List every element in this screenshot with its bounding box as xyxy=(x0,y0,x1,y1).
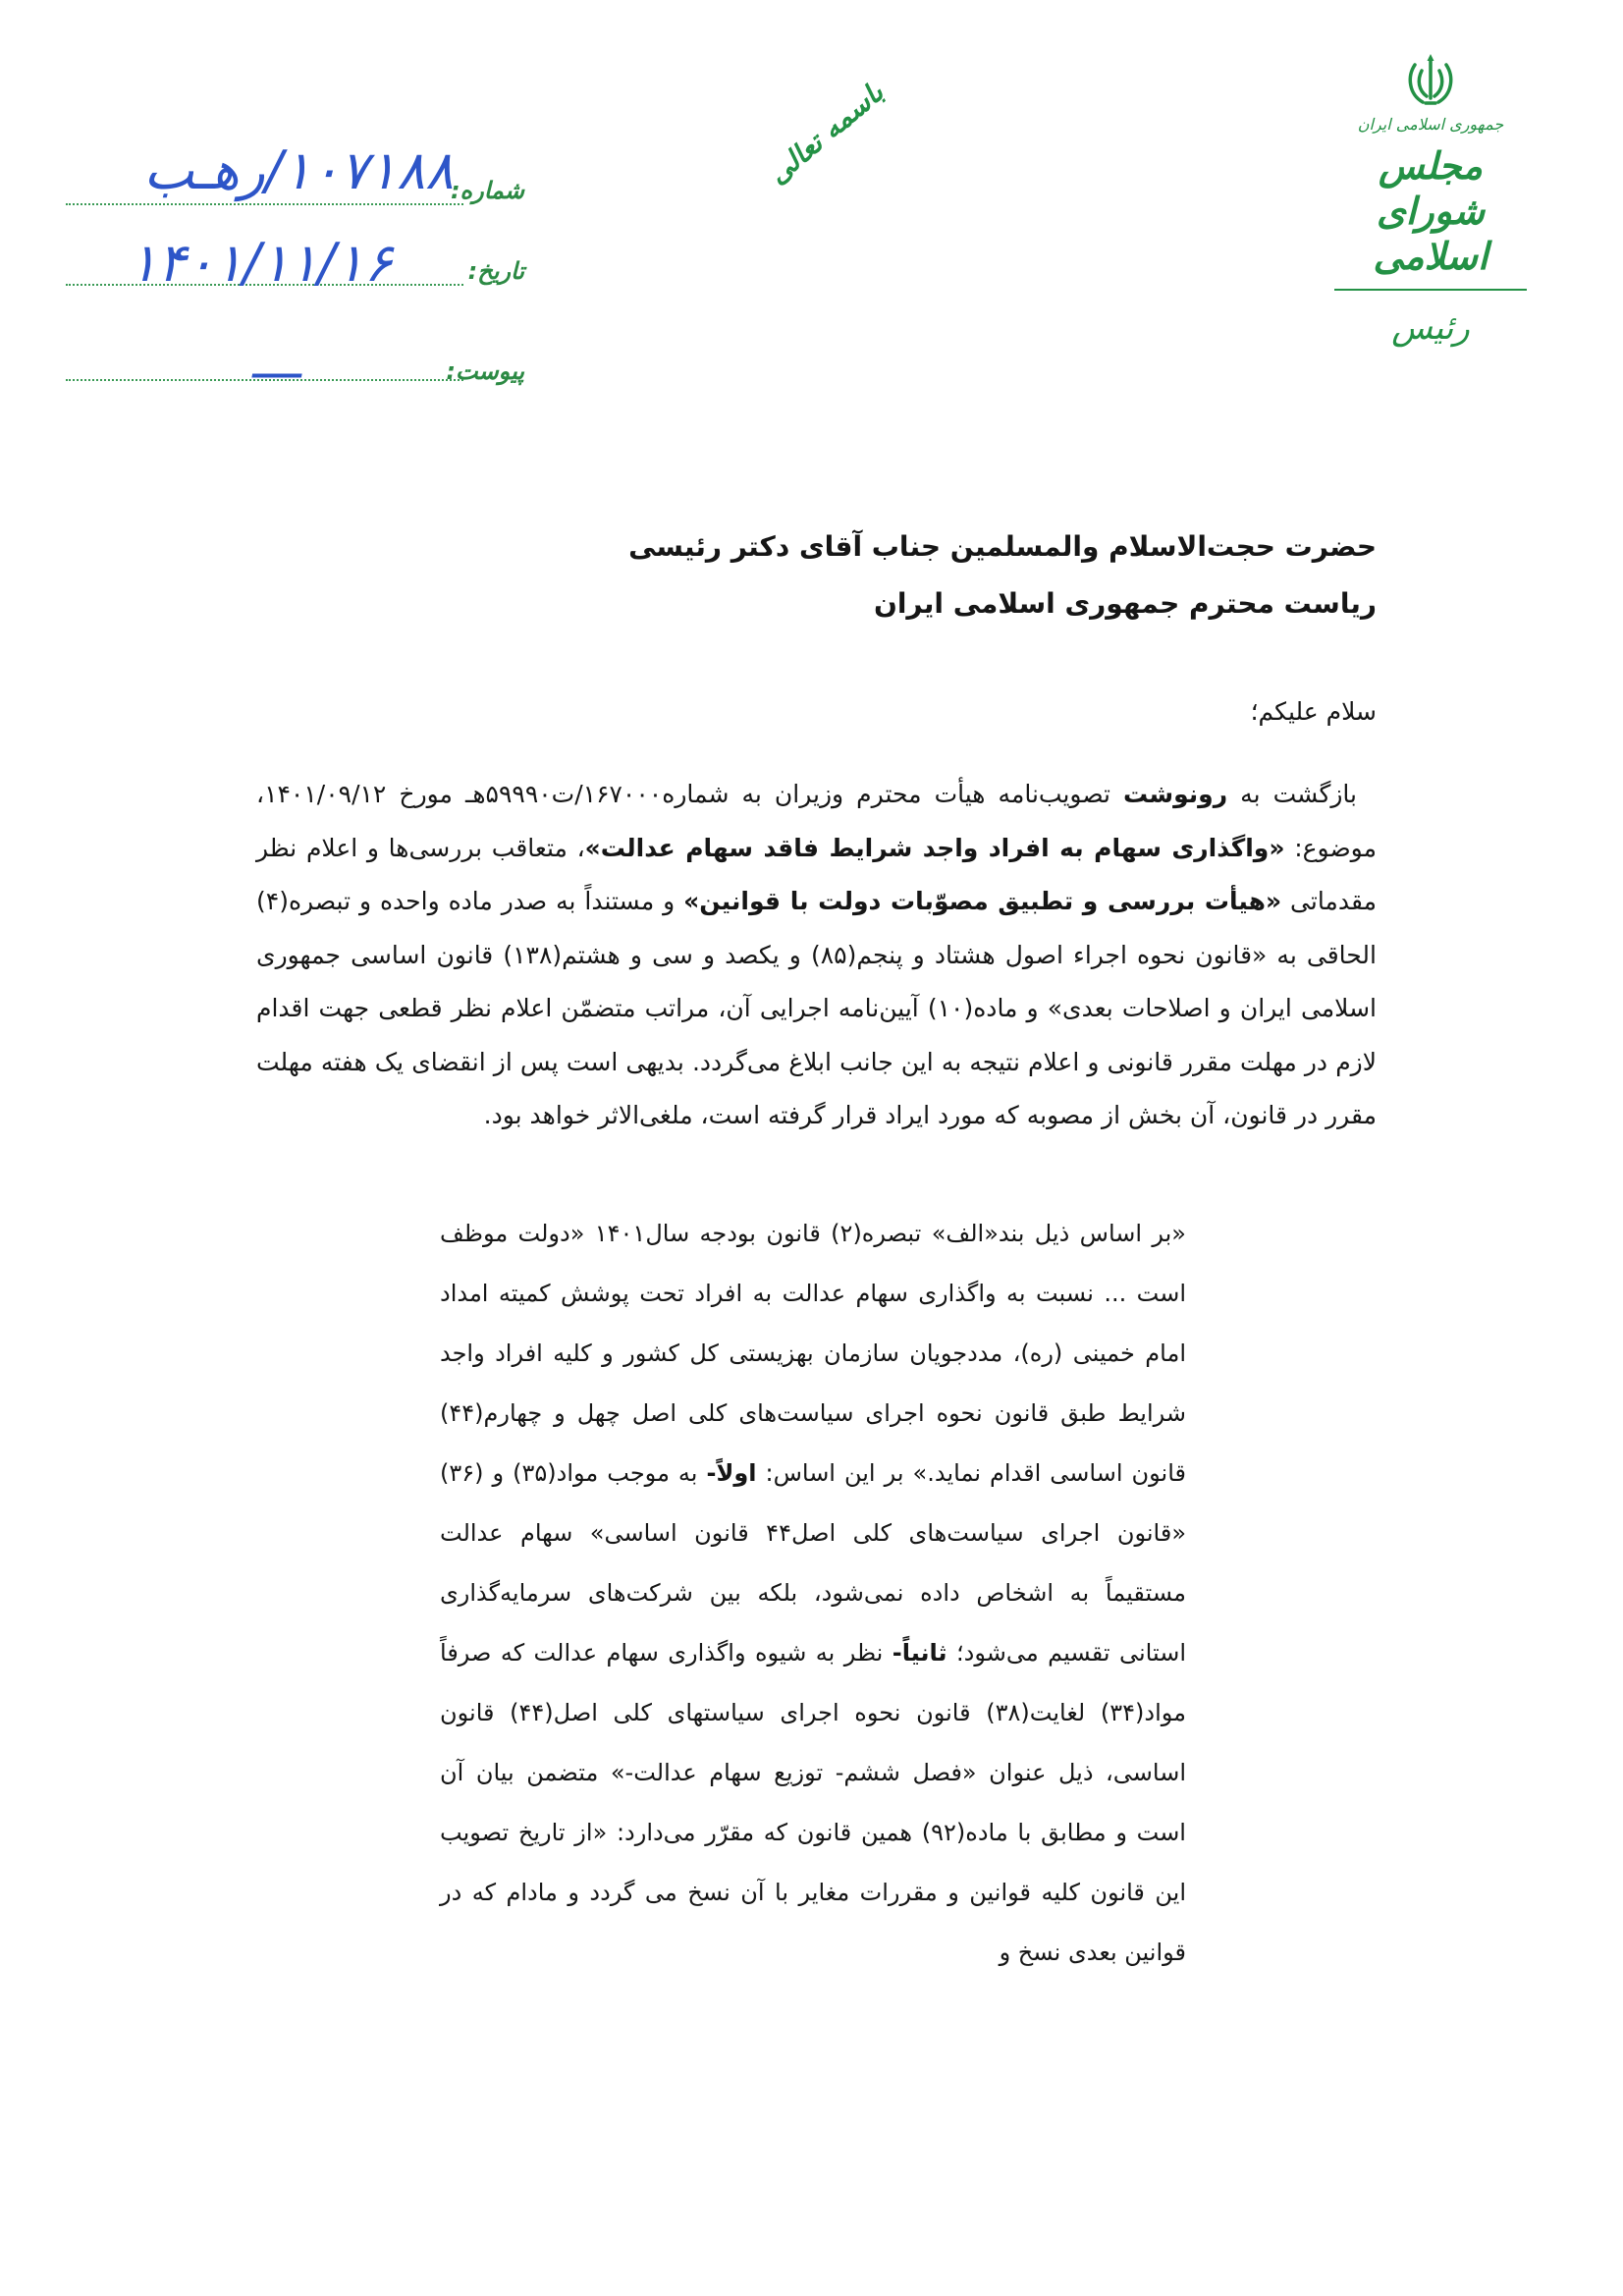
bold-term: رونوشت xyxy=(1123,780,1228,808)
quote-text-run: «بر اساس ذیل بند«الف» تبصره(۲) قانون بودجه سال۱۴۰۱ «دولت موظف است ... نسبت به واگذاری سهام عدالت به افراد تحت پوشش کمیته امداد امام خمینی (ره)، مددجویان سازمان بهزیستی کل کشور و کلیه افراد واجد شرایط طبق قانون نحوه اجرای سیاست‌های کلی اصل چهل و چهارم(۴۴) قانون اساسی اقدام نماید.» بر این اساس: xyxy=(440,1219,1187,1487)
letterhead-divider xyxy=(1334,289,1527,291)
recipient-line-1: حضرت حجت‌الاسلام والمسلمین جناب آقای دکتر رئیسی xyxy=(628,530,1377,563)
attachment-value: — xyxy=(249,341,304,405)
number-label: شماره: xyxy=(450,177,524,204)
body-text-run: و مستنداً به صدر ماده واحده و تبصره(۴) الحاقی به «قانون نحوه اجراء اصول هشتاد و پنجم(۸۵) و یکصد و سی و هشتم(۱۳۸) قانون اساسی جمهوری اسلامی ایران و اصلاحات بعدی» و ماده(۱۰) آیین‌نامه اجرایی آن، مراتب متضمّن اعلام نظر قطعی جهت اقدام لازم در مهلت مقرر قانونی و اعلام نتیجه به این جانب ابلاغ می‌گردد. بدیهی است پس از انقضای یک هفته مهلت مقرر در قانون، آن بخش از مصوبه که مورد ایراد قرار گرفته است، ملغی‌الاثر خواهد بود. xyxy=(256,887,1377,1129)
quote-text-run: به موجب مواد(۳۵) و (۳۶) «قانون اجرای سیاست‌های کلی اصل۴۴ قانون اساسی» سهام عدالت مستقیماً به اشخاص داده نمی‌شود، بلکه بین شرکت‌های سرمایه‌گذاری استانی تقسیم می‌شود؛ xyxy=(440,1458,1187,1667)
letterhead-country: جمهوری اسلامی ایران xyxy=(1357,115,1504,134)
quoted-block xyxy=(440,1204,1186,1983)
iran-emblem-icon xyxy=(1401,51,1460,110)
number-value: ۱۰۷۱۸۸/رهـب xyxy=(143,139,454,201)
date-value: ۱۴۰۱/۱۱/۱۶ xyxy=(129,232,393,294)
letter-body xyxy=(256,519,1377,1983)
salutation: سلام علیکم؛ xyxy=(1250,697,1377,726)
bold-term: «هیأت بررسی و تطبیق مصوّبات دولت با قوانین» xyxy=(683,887,1282,915)
body-paragraph xyxy=(256,768,1377,1143)
quote-text-run: نظر به شیوه واگذاری سهام عدالت که صرفاً مواد(۳۴) لغایت(۳۸) قانون نحوه اجرای سیاستهای کلی اصل(۴۴) قانون اساسی، ذیل عنوان «فصل ششم- توزیع سهام عدالت-» متضمن بیان آن است و مطابق با ماده(۹۲) همین قانون که مقرّر می‌دارد: «از تاریخ تصویب این قانون کلیه قوانین و مقررات مغایر با آن نسخ می گردد و مادام که در قوانین بعدی نسخ و xyxy=(440,1638,1186,1966)
bold-term: «واگذاری سهام به افراد واجد شرایط فاقد سهام عدالت» xyxy=(584,833,1285,862)
body-text-run: تصویب‌نامه هیأت محترم وزیران به شماره۱۶۷۰۰۰/ت۵۹۹۹۰هـ مورخ ۱۴۰۱/۰۹/۱۲، موضوع: xyxy=(256,780,1377,862)
body-text-run: بازگشت به xyxy=(1227,780,1357,808)
bold-term: اولاً- xyxy=(706,1458,757,1487)
letterhead-position: رئیس xyxy=(1391,308,1470,348)
letterhead-logo xyxy=(1325,51,1536,350)
letterhead-organization: مجلس شورای اسلامی xyxy=(1373,144,1488,278)
attachment-label: پیوست: xyxy=(446,357,524,385)
recipient-line-2: ریاست محترم جمهوری اسلامی ایران xyxy=(873,587,1377,620)
invocation-text: باسمه تعالی xyxy=(761,76,891,191)
bold-term: ثانیاً- xyxy=(892,1638,947,1667)
date-label: تاریخ: xyxy=(467,257,524,285)
body-text-run: ، متعاقب بررسی‌ها و اعلام نظر مقدماتی xyxy=(256,833,1377,915)
